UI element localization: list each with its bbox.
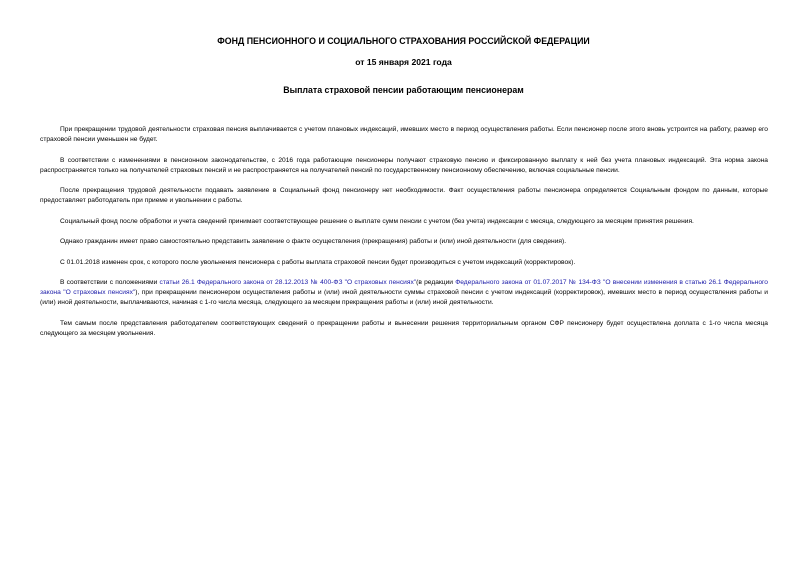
paragraph: С 01.01.2018 изменен срок, с которого после увольнения пенсионера с работы выплата страховой пенсии будет производиться с учетом индексаций (корректировок). [60,258,576,266]
paragraph: Социальный фонд после обработки и учета сведений принимает соответствующее решение о выплате сумм пенсии с учетом (без учета) индексации с месяца, следующего за месяцем принятия решения. [60,217,694,225]
document-title: Выплата страховой пенсии работающим пенсионерам [283,85,524,95]
law-400-fz-link[interactable]: статьи 26.1 Федерального закона от 28.12.2013 № 400-ФЗ "О страховых пенсиях" [159,279,417,286]
paragraph: Однако гражданин имеет право самостоятельно представить заявление о факте осуществления (прекращения) работы и (или) иной деятельности (для сведения). [60,238,567,245]
law-text-part: (в редакции [416,279,456,286]
organization-heading: ФОНД ПЕНСИОННОГО И СОЦИАЛЬНОГО СТРАХОВАНИЯ РОССИЙСКОЙ ФЕДЕРАЦИИ [217,36,590,46]
paragraph: В соответствии с изменениями в пенсионном законодательстве, с 2016 года работающие пенсионеры получают страховую пенсию и фиксированную выплату к ней без учета плановых индексаций. Эта норма закона распространяется только на получателей страховых пенсий и не распространяется на получателей пенсий по государственному пенсионному обеспечению, включая социальные пенсии. [40,156,768,174]
paragraph: Тем самым после представления работодателем соответствующих сведений о прекращении работы и вынесении решения территориальным органом СФР пенсионеру будет осуществлена доплата с 1-го числа месяца следующего за месяцем увольнения. [40,319,768,337]
document-body [40,125,768,349]
document-date: от 15 января 2021 года [355,57,452,67]
law-paragraph [40,278,768,308]
paragraph: При прекращении трудовой деятельности страховая пенсия выплачивается с учетом плановых индексаций, имевших место в период осуществления работы. Если пенсионер после этого вновь устроится на работу, размер его страховой пенсии уменьшен не будет. [40,126,768,143]
law-text-part: В соответствии с положениями [60,279,160,286]
law-134-fz-link[interactable]: Федерального закона от 01.07.2017 № 134-ФЗ "О внесении изменения в статью 26.1 Федерального закона "О страховых пенсиях" [40,279,768,296]
law-text-part: ), при прекращении пенсионером осуществления работы и (или) иной деятельности суммы страховой пенсии с учетом индексаций (корректировок), имевших место в период осуществления работы и (или) иной деятельности, выплачиваются, начиная с 1-го числа месяца, следующего за месяцем прекращения работы и (или) иной деятельности. [40,289,768,306]
paragraph: После прекращения трудовой деятельности подавать заявление в Социальный фонд пенсионеру нет необходимости. Факт осуществления работы пенсионера определяется Социальным фондом по данным, которые предоставляет работодатель при приеме и увольнении с работы. [40,187,768,204]
